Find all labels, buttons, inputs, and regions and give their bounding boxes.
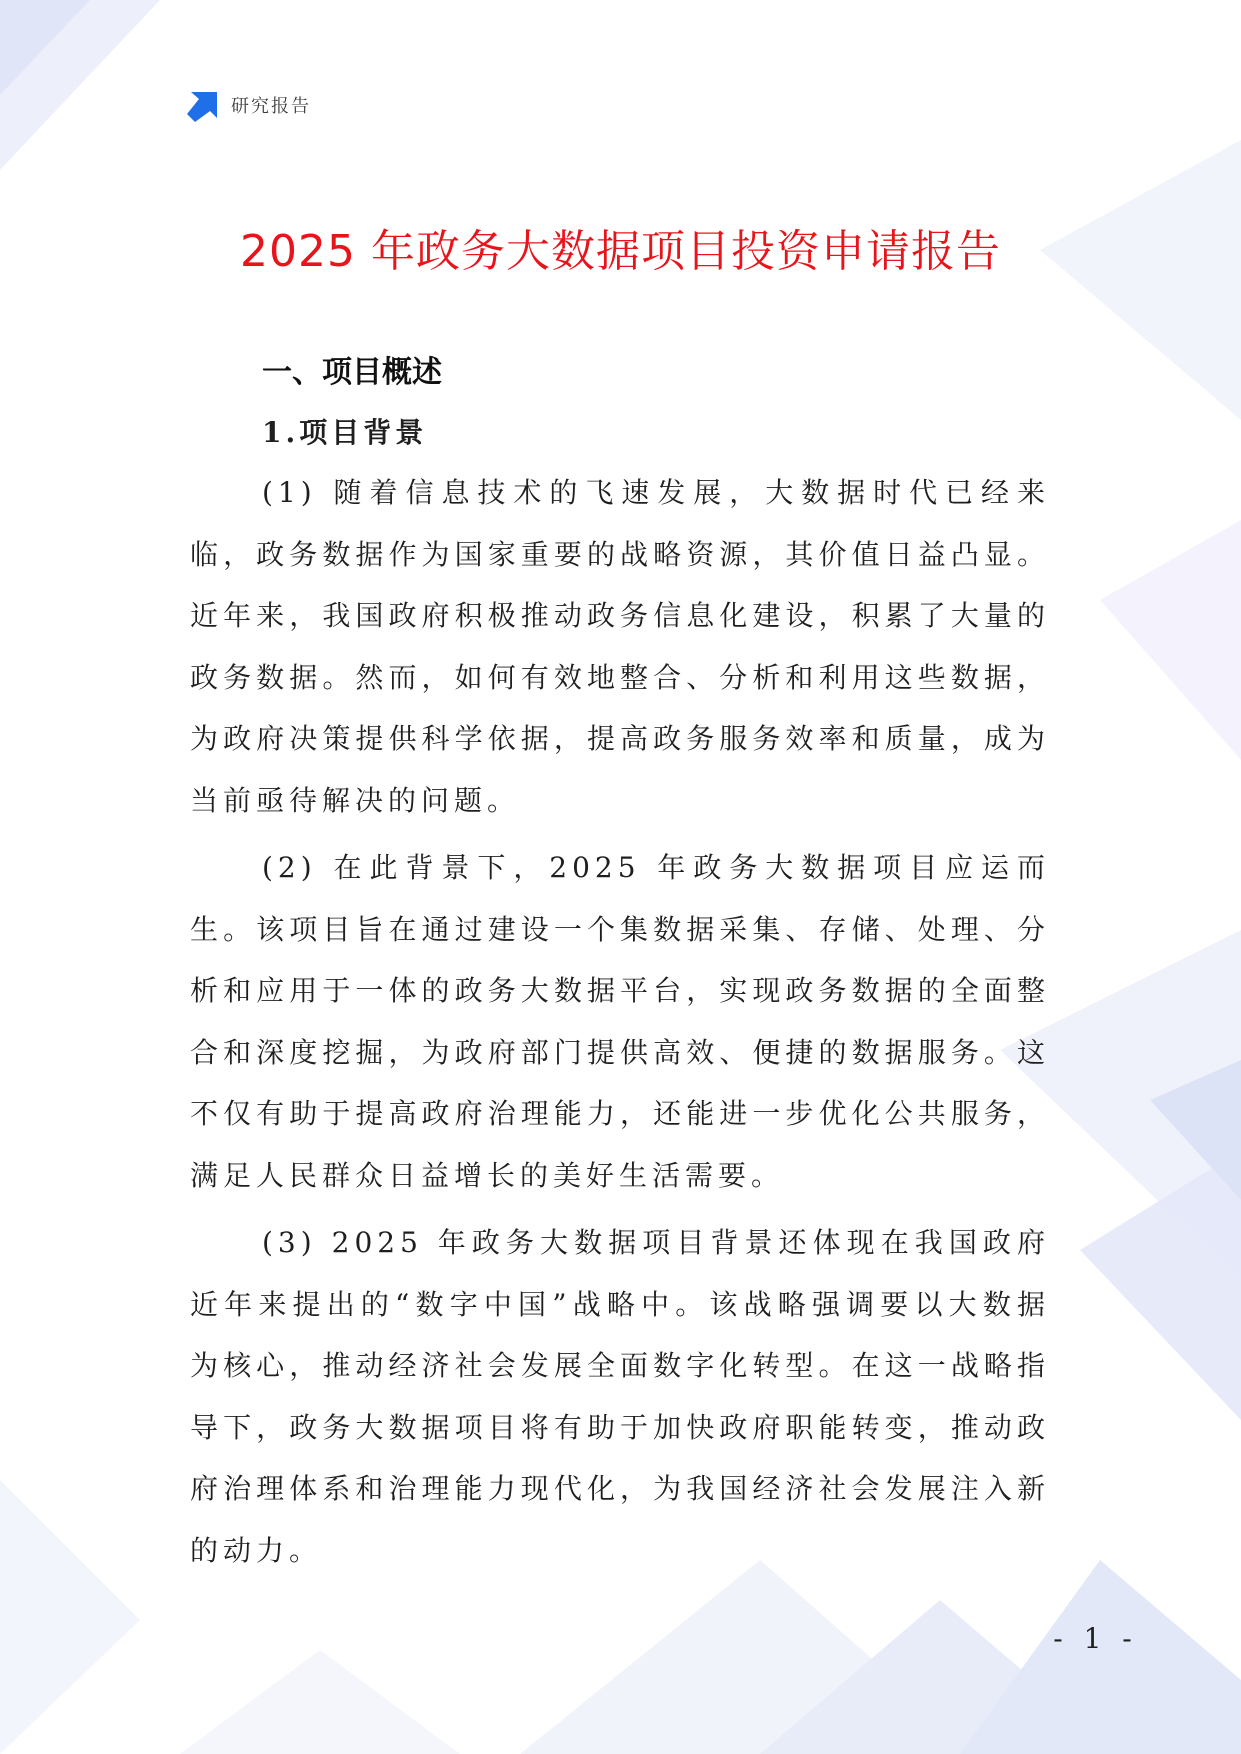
arrow-up-right-icon <box>187 88 221 122</box>
document-body <box>190 350 1050 1581</box>
paragraph: (1) 随着信息技术的飞速发展，大数据时代已经来临，政务数据作为国家重要的战略资源，其价值日益凸显。近年来，我国政府积极推动政务信息化建设，积累了大量的政务数据。然而，如何有效地整合、分析和利用这些数据，为政府决策提供科学依据，提高政务服务效率和质量，成为当前亟待解决的问题。 <box>190 476 1050 817</box>
paragraph: (3) 2025 年政务大数据项目背景还体现在我国政府近年来提出的“数字中国”战略中。该战略强调要以大数据为核心，推动经济社会发展全面数字化转型。在这一战略指导下，政务大数据项目将有助于加快政府职能转变，推动政府治理体系和治理能力现代化，为我国经济社会发展注入新的动力。 <box>190 1226 1050 1567</box>
paragraph: (2) 在此背景下，2025 年政务大数据项目应运而生。该项目旨在通过建设一个集数据采集、存储、处理、分析和应用于一体的政务大数据平台，实现政务数据的全面整合和深度挖掘，为政府部门提供高效、便捷的数据服务。这不仅有助于提高政府治理能力，还能进一步优化公共服务，满足人民群众日益增长的美好生活需要。 <box>190 851 1050 1192</box>
page-number: - 1 - <box>1053 1622 1138 1655</box>
header-label: 研究报告 <box>231 96 311 117</box>
report-header <box>187 88 311 122</box>
sub-heading: 1.项目背景 <box>262 416 428 449</box>
document-title: 2025 年政务大数据项目投资申请报告 <box>240 226 1001 277</box>
section-heading: 一、项目概述 <box>262 355 442 390</box>
